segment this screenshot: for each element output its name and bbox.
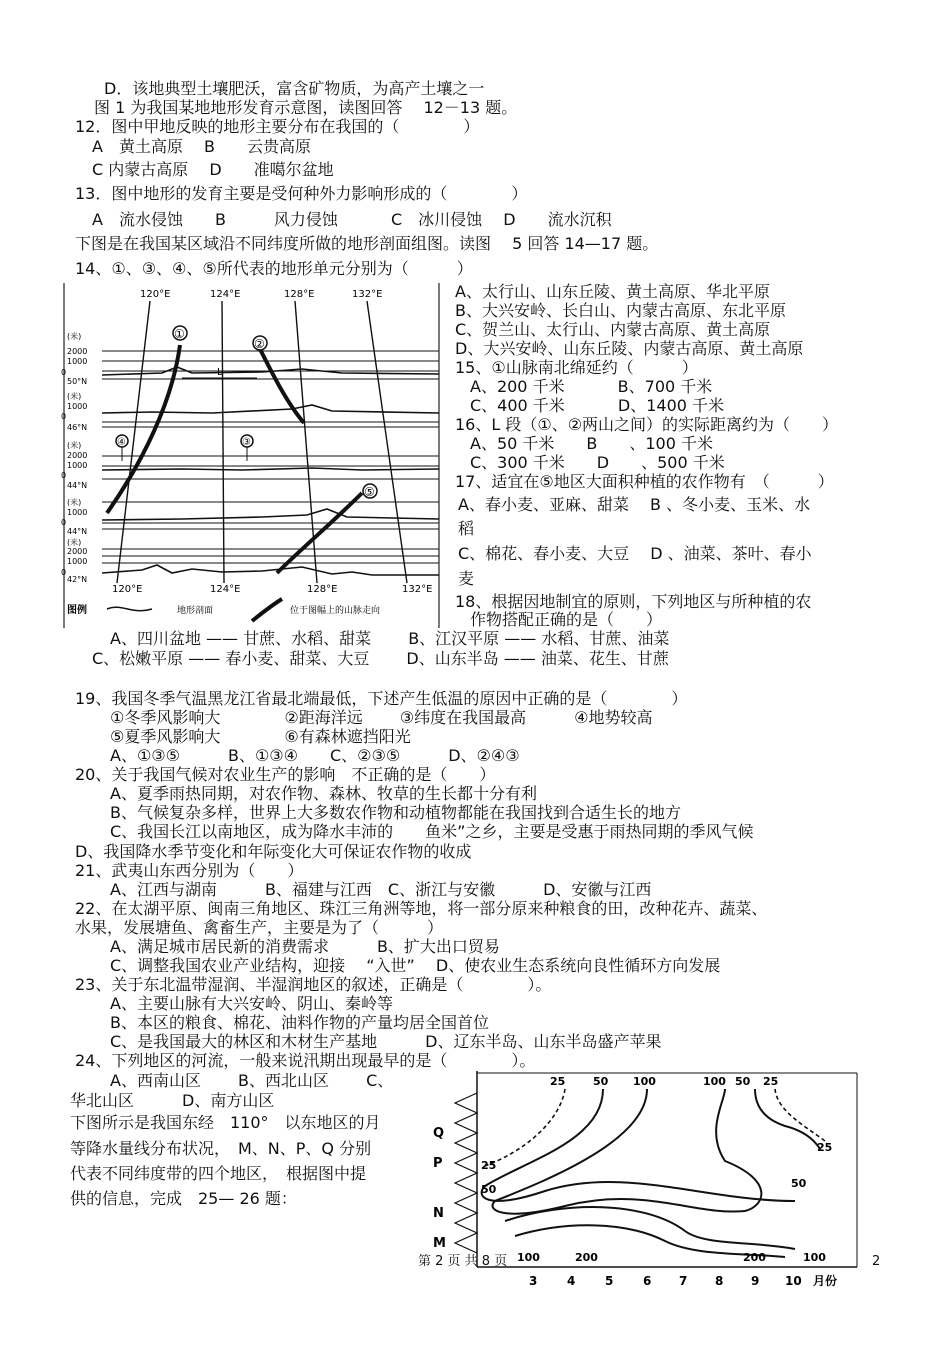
y-tick-0-4: 0 (61, 518, 67, 527)
contour-label: 50 (735, 1075, 751, 1088)
question-17-option-d-cont: 麦 (458, 569, 475, 588)
question-23-option-a: A、主要山脉有大兴安岭、阴山、秦岭等 (110, 994, 393, 1013)
precip-figure-intro-3: 代表不同纬度带的四个地区， 根据图中提 (70, 1164, 367, 1183)
page-number: 2 (872, 1254, 881, 1269)
contour-label: 200 (575, 1251, 598, 1264)
question-19: 19、我国冬季气温黑龙江省最北端最低，下述产生低温的原因中正确的是（ ） (75, 689, 688, 708)
profile-marker-5 (363, 484, 377, 499)
y-unit-1: (米) (67, 332, 82, 341)
contour-label: 50 (481, 1183, 497, 1196)
profile-panel-46n (61, 391, 439, 432)
question-14-option-a: A、太行山、山东丘陵、黄土高原、华北平原 (455, 282, 770, 301)
question-12-options-cd: C 内蒙古高原 D 准噶尔盆地 (92, 160, 334, 179)
lat-46n: 46°N (67, 423, 88, 432)
contour-label: 25 (817, 1141, 833, 1154)
question-24-options-abc: A、西南山区 B、西北山区 C、 (110, 1071, 394, 1090)
question-13: 13．图中地形的发育主要是受何种外力影响形成的（ ） (75, 184, 528, 203)
question-18-cont: 作物搭配正确的是（ ） (470, 610, 663, 629)
question-18-options-cd: C、松嫩平原 —— 春小麦、甜菜、大豆 D、山东半岛 —— 油菜、花生、甘蔗 (92, 649, 669, 668)
question-23-option-b: B、本区的粮食、棉花、油料作物的产量均居全国首位 (110, 1013, 489, 1032)
precip-figure-intro-4: 供的信息，完成 25— 26 题： (70, 1189, 297, 1208)
y-tick-1000-2: 1000 (67, 402, 88, 411)
profile-marker-2 (253, 336, 267, 351)
lat-44n-a: 44°N (67, 481, 88, 490)
contour-label: 25 (481, 1159, 497, 1172)
question-19-items-2: ⑤夏季风影响大 ⑥有森林遮挡阳光 (110, 727, 411, 746)
question-16-options-cd: C、300 千米 D 、500 千米 (470, 453, 725, 472)
question-18: 18、根据因地制宜的原则，下列地区与所种植的农 (455, 592, 812, 611)
lon-top-120: 120°E (140, 289, 171, 300)
y-tick-0-2: 0 (61, 412, 67, 421)
figure-1-intro: 图 1 为我国某地地形发育示意图，读图回答 12－13 题。 (94, 98, 518, 117)
profile-panel-44n-b (61, 497, 439, 536)
question-15: 15、①山脉南北绵延约（ ） (455, 358, 698, 377)
y-unit-3: (米) (67, 441, 82, 450)
question-13-options: A 流水侵蚀 B 风力侵蚀 C 冰川侵蚀 D 流水沉积 (92, 210, 612, 229)
lon-bottom-124: 124°E (210, 584, 241, 595)
question-14-option-b: B、大兴安岭、长白山、内蒙古高原、东北平原 (455, 301, 786, 320)
lat-44n-b: 44°N (67, 527, 88, 536)
question-14: 14、①、③、④、⑤所代表的地形单元分别为（ ） (75, 259, 473, 278)
question-19-items-1: ①冬季风影响大 ②距海洋远 ③纬度在我国最高 ④地势较高 (110, 708, 653, 727)
month-tick: 3 (529, 1274, 538, 1288)
question-21-options: A、江西与湖南 B、福建与江西 C、浙江与安徽 D、安徽与江西 (110, 880, 652, 899)
question-17: 17、适宜在⑤地区大面积种植的农作物有 （ ） (455, 472, 834, 491)
contour-label: 25 (763, 1075, 779, 1088)
month-tick: 8 (715, 1274, 724, 1288)
profile-marker-3 (241, 435, 253, 461)
profile-marker-4 (116, 435, 128, 461)
option-12-d-prev: D．该地典型土壤肥沃，富含矿物质，为高产土壤之一 (104, 79, 485, 98)
question-12: 12．图中甲地反映的地形主要分布在我国的（ ） (75, 117, 480, 136)
question-15-options-cd: C、400 千米 D、1400 千米 (470, 396, 725, 415)
month-tick: 4 (567, 1274, 576, 1288)
contour-label: 100 (517, 1251, 540, 1264)
lon-top-128: 128°E (284, 289, 315, 300)
question-23: 23、关于东北温带湿润、半湿润地区的叙述，正确是（ ）。 (75, 975, 552, 994)
question-22-options-ab: A、满足城市居民新的消费需求 B、扩大出口贸易 (110, 937, 500, 956)
lat-42n: 42°N (67, 575, 88, 584)
row-p: P (433, 1156, 443, 1171)
profile-legend (67, 599, 380, 621)
page-footer: 第 2 页 共 8 页 (418, 1254, 508, 1269)
precip-figure-intro-1: 下图所示是我国东经 110° 以东地区的月 (70, 1113, 381, 1132)
contour-label: 200 (743, 1251, 766, 1264)
legend-item-profile: 地形剖面 (177, 606, 214, 616)
question-17-options-cd: C、棉花、春小麦、大豆 D 、油菜、茶叶、春小 (458, 544, 812, 563)
question-22: 22、在太湖平原、闽南三角地区、珠江三角洲等地，将一部分原来种粮食的田，改种花卉、蔬菜、 (75, 899, 768, 918)
question-23-options-cd: C、是我国最大的林区和木材生产基地 D、辽东半岛、山东半岛盛产苹果 (110, 1032, 662, 1051)
contour-label: 100 (703, 1075, 726, 1088)
y-tick-2000-1: 2000 (67, 347, 88, 356)
legend-item-trend: 位于图幅上的山脉走向 (290, 606, 381, 616)
profile-marker-1 (173, 326, 187, 341)
y-unit-4: (米) (67, 498, 82, 507)
y-tick-1000-1: 1000 (67, 357, 88, 366)
y-unit-5: (米) (67, 538, 82, 547)
question-22-options-cd: C、调整我国农业产业结构，迎接 “入世” D、使农业生态系统向良性循环方向发展 (110, 956, 721, 975)
question-12-options-ab: A 黄土高原 B 云贵高原 (92, 137, 312, 156)
terrain-profile-figure (62, 283, 442, 628)
y-tick-2000-5: 2000 (67, 547, 88, 556)
question-17-option-b-cont: 稻 (458, 519, 475, 538)
lon-top-124: 124°E (210, 289, 241, 300)
lat-50n: 50°N (67, 377, 88, 386)
legend-title: 图例 (67, 605, 87, 616)
question-15-options-ab: A、200 千米 B、700 千米 (470, 377, 713, 396)
contour-label: 50 (593, 1075, 609, 1088)
svg-text:⑤: ⑤ (364, 485, 375, 499)
question-19-options: A、①③⑤ B、①③④ C、②③⑤ D、②④③ (110, 746, 520, 765)
precip-figure-intro-2: 等降水量线分布状况， M、N、P、Q 分别 (70, 1139, 372, 1158)
question-24: 24、下列地区的河流，一般来说汛期出现最早的是（ ）。 (75, 1051, 536, 1070)
question-16-options-ab: A、50 千米 B 、100 千米 (470, 434, 713, 453)
month-tick: 9 (751, 1274, 760, 1288)
y-tick-0-5: 0 (61, 568, 67, 577)
lon-bottom-120: 120°E (112, 584, 143, 595)
row-n: N (433, 1206, 444, 1221)
question-22-cont: 水果，发展塘鱼、禽畜生产，主要是为了（ ） (75, 918, 444, 937)
y-tick-2000-3: 2000 (67, 451, 88, 460)
contour-label: 100 (803, 1251, 826, 1264)
y-tick-0-3: 0 (61, 471, 67, 480)
svg-text:①: ① (174, 327, 185, 341)
y-unit-2: (米) (67, 392, 82, 401)
question-14-option-c: C、贺兰山、太行山、内蒙古高原、黄土高原 (455, 320, 771, 339)
y-tick-1000-3: 1000 (67, 461, 88, 470)
question-24-options-cd: 华北山区 D、南方山区 (70, 1091, 275, 1110)
question-20-option-b: B、气候复杂多样，世界上大多数农作物和动植物都能在我国找到合适生长的地方 (110, 803, 681, 822)
question-21: 21、武夷山东西分别为（ ） (75, 861, 304, 880)
svg-text:②: ② (254, 337, 265, 351)
question-14-option-d: D、大兴安岭、山东丘陵、内蒙古高原、黄土高原 (455, 339, 804, 358)
y-tick-1000-5: 1000 (67, 557, 88, 566)
question-18-options-ab: A、四川盆地 —— 甘蔗、水稻、甜菜 B、江汉平原 —— 水稻、甘蔗、油菜 (110, 629, 670, 648)
question-16: 16、L 段（①、②两山之间）的实际距离约为（ ） (455, 415, 839, 434)
svg-text:④: ④ (117, 437, 126, 448)
question-20-option-c: C、我国长江以南地区，成为降水丰沛的 鱼米”之乡，主要是受惠于雨热同期的季风气候 (110, 822, 754, 841)
question-20: 20、关于我国气候对农业生产的影响 不正确的是（ ） (75, 765, 496, 784)
question-17-options-ab: A、春小麦、亚麻、甜菜 B 、冬小麦、玉米、水 (458, 495, 811, 514)
profile-marker-l: L (217, 367, 223, 378)
month-tick: 10 (785, 1274, 802, 1288)
month-tick: 6 (643, 1274, 652, 1288)
y-tick-0-1: 0 (61, 368, 67, 377)
contour-label: 100 (633, 1075, 656, 1088)
lon-bottom-128: 128°E (307, 584, 338, 595)
month-tick: 7 (679, 1274, 688, 1288)
contour-label: 25 (550, 1075, 566, 1088)
row-m: M (433, 1236, 446, 1251)
lon-top-132: 132°E (352, 289, 383, 300)
profile-figure-intro: 下图是在我国某区域沿不同纬度所做的地形剖面组图。读图 5 回答 14—17 题。 (75, 234, 659, 253)
question-20-option-d: D、我国降水季节变化和年际变化大可保证农作物的收成 (75, 842, 472, 861)
month-unit: 月份 (813, 1274, 838, 1288)
contour-label: 50 (791, 1177, 807, 1190)
month-tick: 5 (605, 1274, 614, 1288)
svg-text:③: ③ (242, 437, 251, 448)
y-tick-1000-4: 1000 (67, 508, 88, 517)
lon-bottom-132: 132°E (402, 584, 433, 595)
row-q: Q (433, 1126, 445, 1141)
question-20-option-a: A、夏季雨热同期，对农作物、森林、牧草的生长都十分有利 (110, 784, 537, 803)
